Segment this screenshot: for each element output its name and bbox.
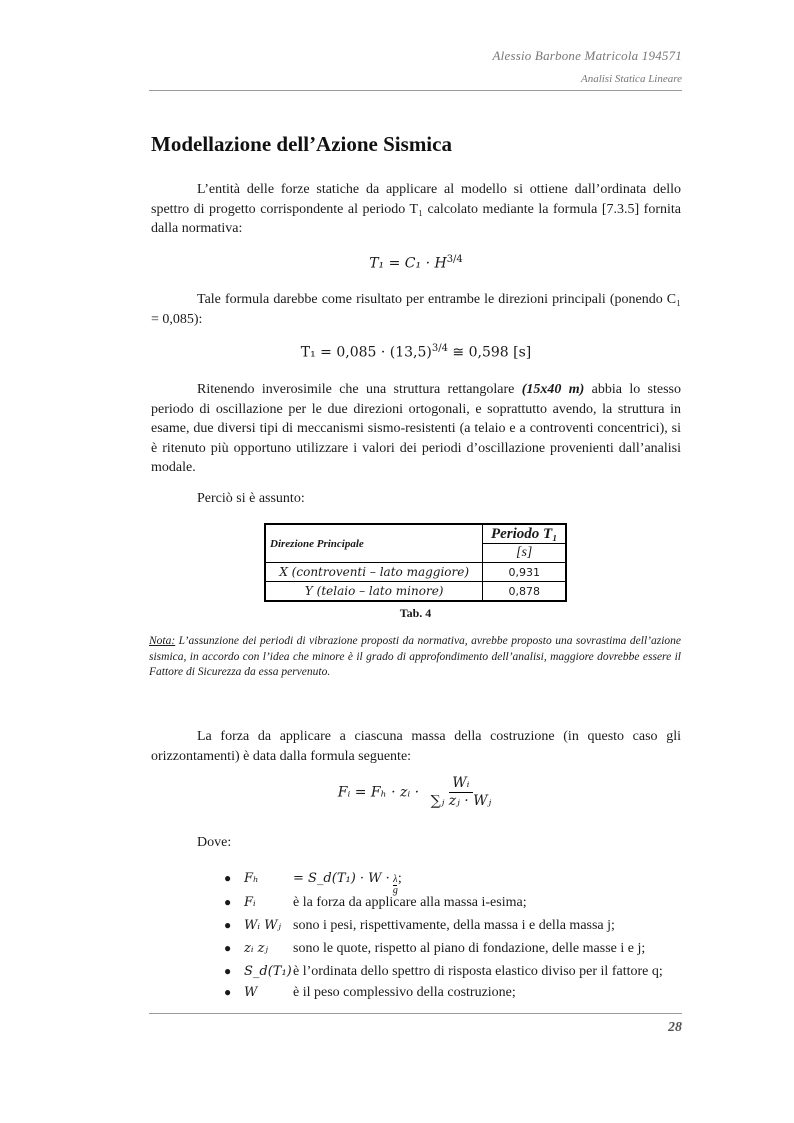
footer-divider — [149, 1013, 682, 1014]
page-number: 28 — [668, 1020, 682, 1035]
table-header-direction: Direzione Principale — [265, 524, 483, 563]
fraction-numerator: Wᵢ — [449, 775, 472, 793]
paragraph-where: Dove: — [197, 835, 232, 850]
table-cell-direction: Y (telaio – lato minore) — [265, 582, 483, 602]
formula-force — [151, 775, 681, 810]
paragraph-assumed: Perciò si è assunto: — [197, 491, 305, 506]
formula-period — [151, 254, 681, 272]
note-block — [149, 634, 681, 681]
formula-period-body: T₁ = C₁ · H — [369, 255, 447, 272]
table-cell-period: 0,931 — [483, 563, 566, 582]
list-item-symbol: zᵢ zⱼ — [244, 941, 268, 956]
bullet-icon: ● — [224, 918, 232, 932]
list-item — [224, 918, 615, 934]
note-label: Nota: — [149, 635, 176, 647]
header-divider — [149, 90, 682, 91]
formula-period-value — [151, 343, 681, 361]
header-author: Alessio Barbone Matricola 194571 — [492, 48, 682, 63]
paragraph-modal — [151, 380, 681, 478]
paragraph-result: Tale formula darebbe come risultato per entrambe le direzioni principali (ponendo C₁ = 0,085): — [151, 292, 681, 327]
list-item-tail: ; — [397, 871, 402, 886]
list-item-symbol: Wᵢ Wⱼ — [244, 918, 281, 933]
list-item-text: è il peso complessivo della costruzione; — [293, 985, 516, 1000]
list-item-text: = S_d(T₁) · W · — [293, 871, 390, 886]
formula-force-fraction — [428, 775, 495, 810]
formula-value-right: ≅ 0,598 [s] — [447, 344, 532, 361]
bullet-icon: ● — [224, 871, 232, 885]
table-header-period: Periodo T₁ — [483, 524, 566, 544]
paragraph-modal-start: Ritenendo inverosimile che una struttura rettangolare — [197, 382, 522, 397]
list-item-text: è la forza da applicare alla massa i-esima; — [293, 895, 527, 910]
list-item — [224, 895, 527, 911]
section-title: Modellazione dell’Azione Sismica — [151, 132, 452, 156]
fraction-denominator: g — [392, 885, 398, 896]
bullet-icon: ● — [224, 895, 232, 909]
formula-value-left: T₁ = 0,085 · (13,5) — [300, 344, 432, 361]
list-item-symbol: Fᵢ — [244, 895, 256, 910]
fraction-denominator: ∑ⱼ zⱼ · Wⱼ — [430, 793, 492, 809]
list-item-symbol: W — [244, 985, 258, 1000]
formula-force-left: Fᵢ = Fₕ · zᵢ · — [337, 784, 420, 801]
table-caption: Tab. 4 — [399, 606, 432, 620]
paragraph-intro: L’entità delle forze statiche da applicare al modello si ottiene dall’ordinata dello spettro di progetto corrispondente al periodo T₁ calcolato mediante la formula [7.3.5] fornita dalla normativa: — [151, 182, 681, 236]
formula-value-exponent: 3/4 — [431, 343, 448, 354]
table-row — [265, 582, 566, 602]
formula-period-exponent: 3/4 — [446, 254, 463, 265]
table-header-unit: [s] — [483, 544, 566, 563]
table-cell-period: 0,878 — [483, 582, 566, 602]
fraction-numerator: λ — [393, 874, 398, 885]
table-cell-direction: X (controventi – lato maggiore) — [265, 563, 483, 582]
bullet-icon: ● — [224, 941, 232, 955]
table-row — [265, 563, 566, 582]
list-item — [224, 941, 645, 957]
list-item-text: sono i pesi, rispettivamente, della massa i e della massa j; — [293, 918, 615, 933]
period-table — [264, 523, 567, 602]
bullet-icon: ● — [224, 964, 232, 978]
paragraph-force: La forza da applicare a ciascuna massa della costruzione (in questo caso gli orizzontamenti) è data dalla formula seguente: — [151, 729, 681, 764]
list-item — [224, 871, 402, 896]
note-text: L’assunzione dei periodi di vibrazione proposti da normativa, avrebbe proposto una sovrastima dell’azione sismica, in accordo con l’idea che minore è il grado di approfondimento dell’analisi, maggiore dovrebbe essere il Fattore di Sicurezza da essa pervenuto. — [149, 635, 681, 679]
list-item-text: è l’ordinata dello spettro di risposta elastico diviso per il fattore q; — [293, 964, 663, 979]
list-item-symbol: S_d(T₁) — [244, 964, 292, 979]
header-subtitle: Analisi Statica Lineare — [580, 73, 682, 85]
bullet-icon: ● — [224, 985, 232, 999]
list-item-symbol: Fₕ — [244, 871, 259, 886]
list-item-text: sono le quote, rispetto al piano di fondazione, delle masse i e j; — [293, 941, 646, 956]
paragraph-modal-end: abbia lo stesso periodo di oscillazione per le due direzioni ortogonali, e soprattutto avendo, la struttura in esame, due diversi tipi di meccanismi sismo-resistenti (a telaio e a controventi concentrici), si è ritenuto più opportuno utilizzare i valori dei periodi d’oscillazione provenienti dall’analisi modale. — [151, 382, 681, 475]
list-item — [224, 985, 516, 1001]
list-item — [224, 964, 663, 980]
dimensions-emphasis: (15x40 m) — [521, 382, 585, 397]
